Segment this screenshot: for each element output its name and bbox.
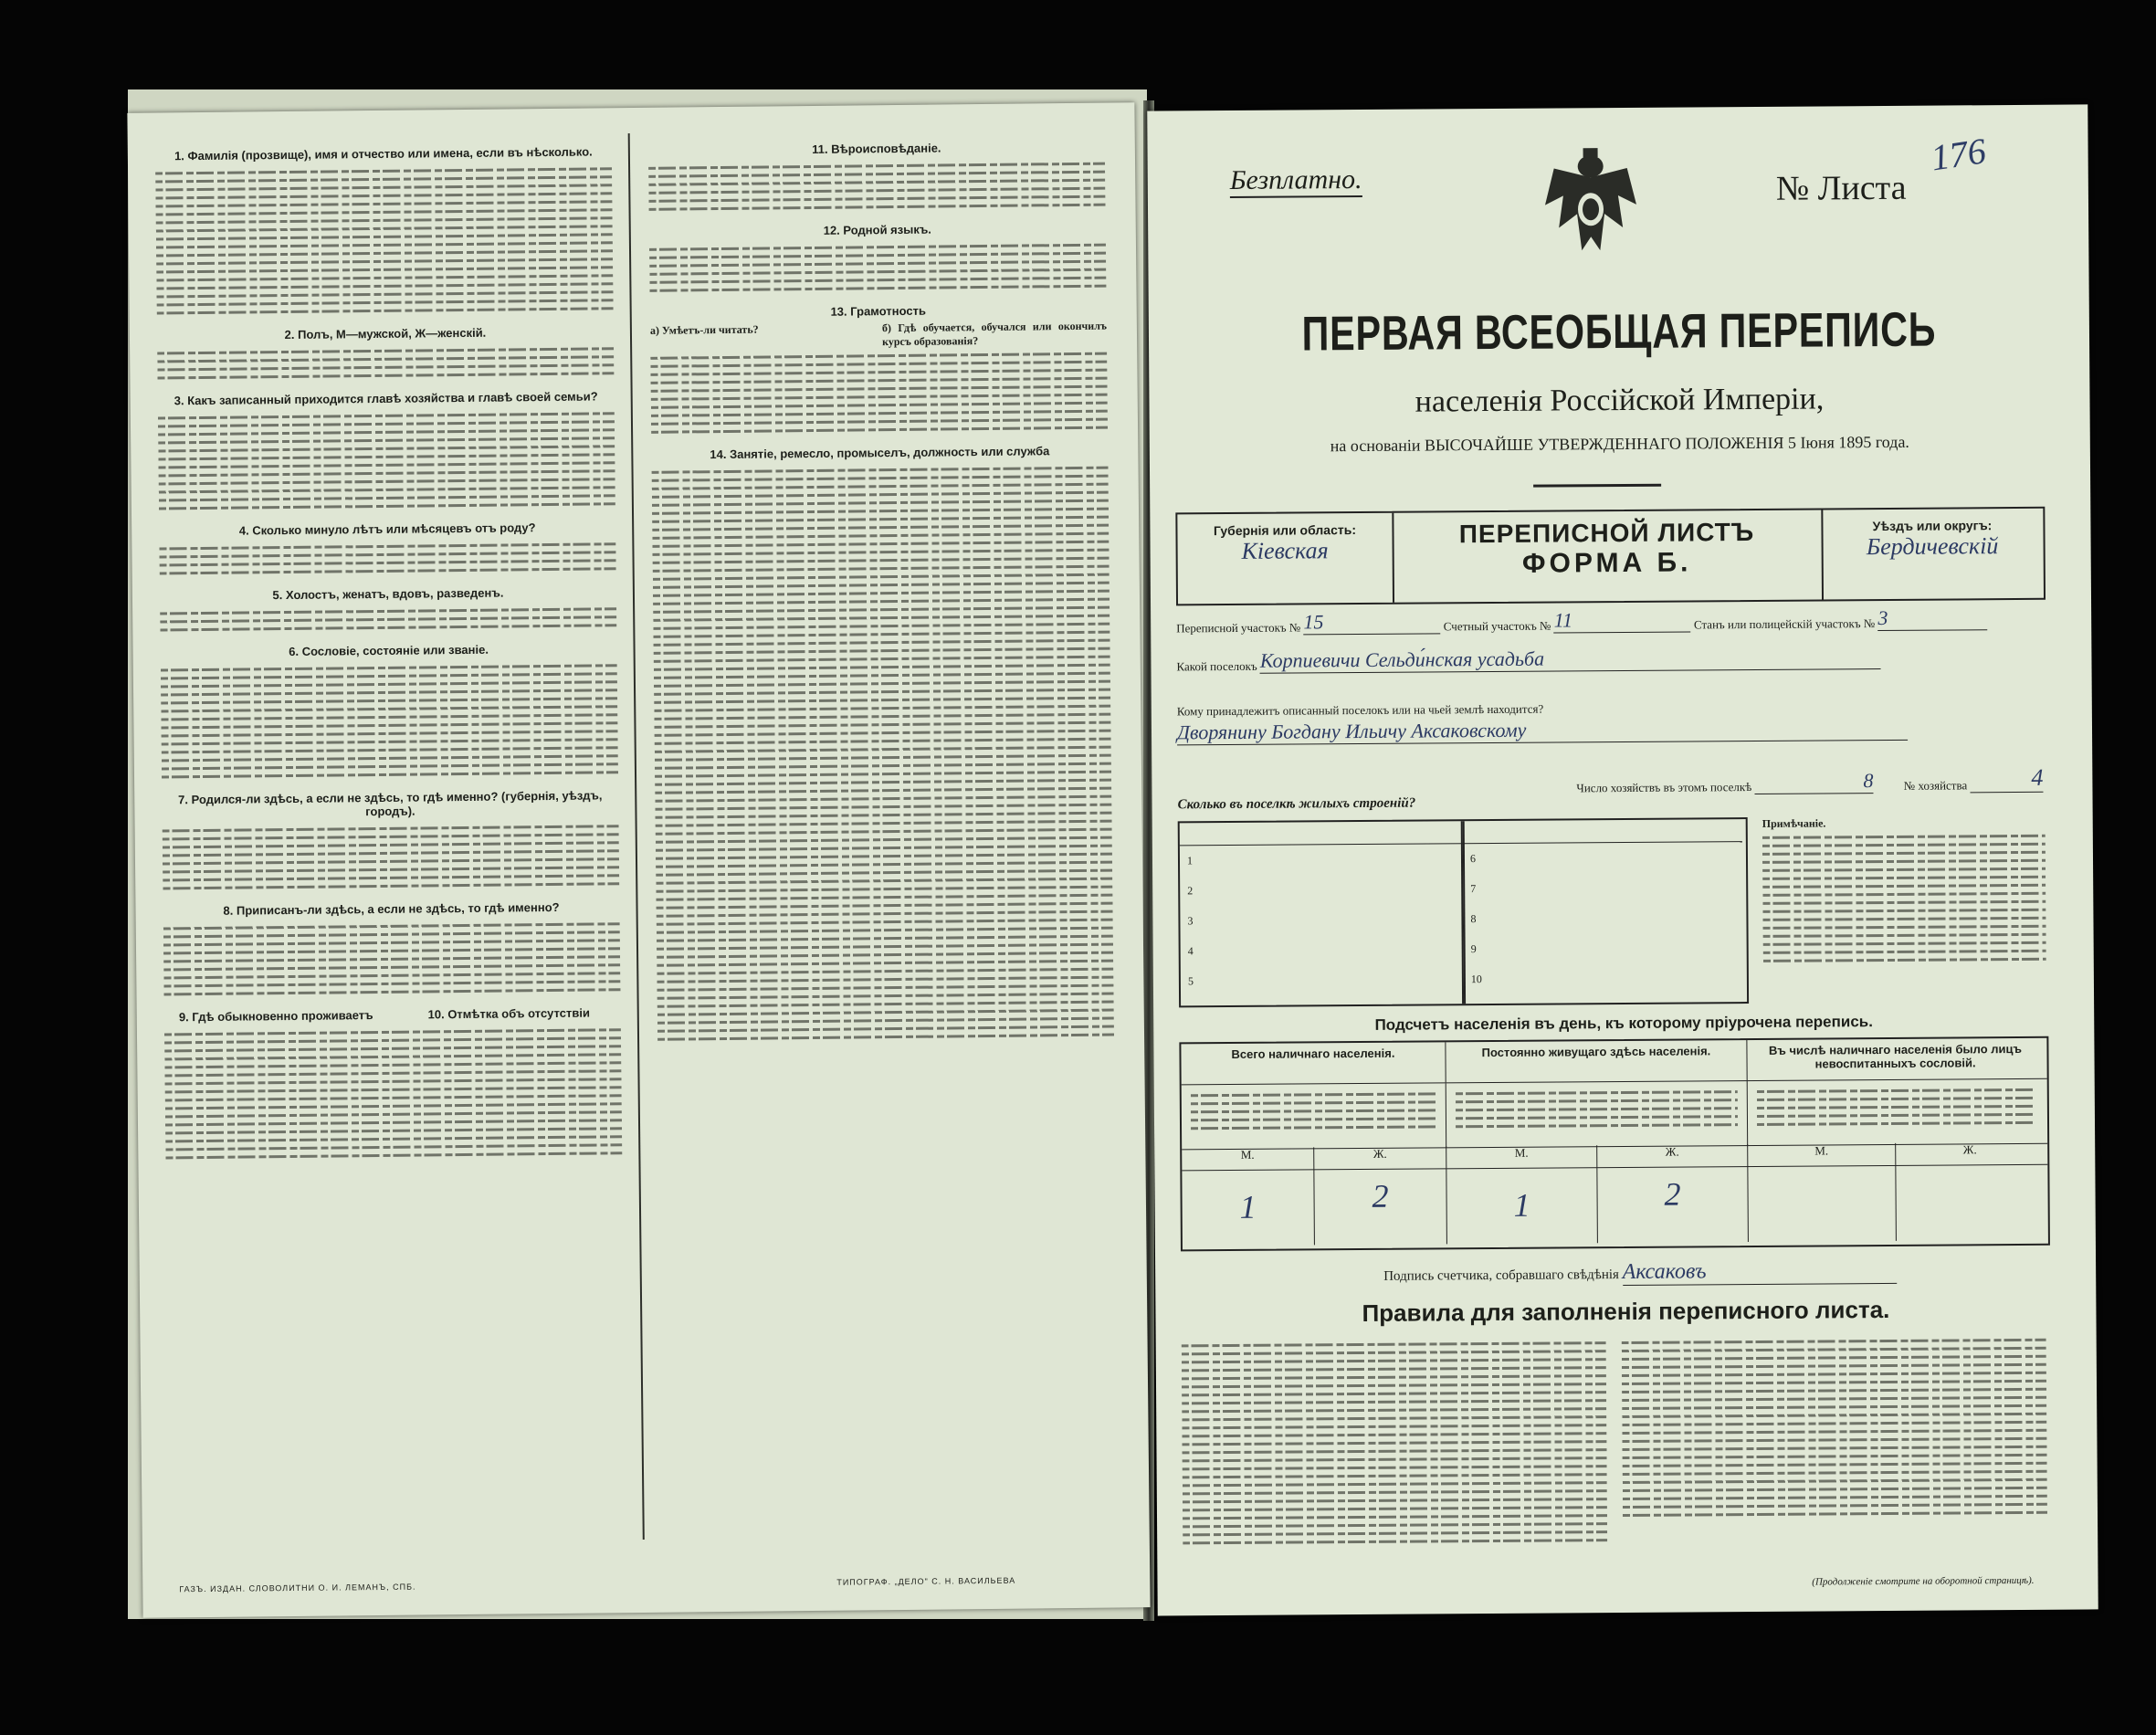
owner-value: Дворянину Богдану Ильичу Аксаковскому (1177, 716, 1908, 746)
count-subheader: Ж. (1314, 1146, 1446, 1169)
section-heading: 14. Занятіе, ремесло, промыселъ, должность или служба (710, 444, 1050, 462)
form-header-box (1175, 507, 2046, 606)
divider (1533, 484, 1661, 488)
body-text-block (164, 1023, 623, 1164)
section-heading: 3. Какъ записанный приходится главѣ хозяйства и главѣ своей семьи? (174, 389, 598, 408)
count-value (1896, 1164, 2045, 1241)
population-count-table (1179, 1036, 2050, 1252)
section-heading: 13. Грамотность (830, 303, 926, 319)
double-headed-eagle-icon (1536, 141, 1646, 269)
count-value: 1 (1446, 1167, 1598, 1244)
gubernia-cell (1177, 513, 1394, 605)
free-label: Безплатно. (1230, 164, 1362, 198)
body-text-block (648, 157, 1106, 216)
gubernia-value: Кіевская (1241, 537, 1329, 564)
left-page (127, 102, 1150, 1617)
section-heading: 8. Приписанъ-ли здѣсь, а если не здѣсь, то гдѣ именно? (223, 899, 560, 918)
section-heading: 9. Гдѣ обыкновенно проживаетъ (178, 1008, 373, 1025)
signature-value: Аксаковъ (1623, 1258, 1897, 1286)
sheet-number-value: 176 (1928, 130, 1989, 179)
households-row (1177, 764, 2043, 799)
owner-label: Кому принадлежитъ описанный поселокъ или на чьей землѣ находится? (1176, 701, 1544, 719)
subtitle: населенія Россійской Имперіи, (1415, 382, 1825, 419)
enumerator-signature-row (1383, 1258, 1897, 1288)
dwelling-row-number: 7 (1470, 882, 1477, 896)
uezd-cell (1821, 509, 2044, 600)
uezd-value: Бердичевскій (1866, 532, 1999, 561)
count-header: Въ числѣ наличнаго населенія было лицъ невоспитанныхъ сословій. (1768, 1041, 2023, 1071)
body-text-block (163, 819, 620, 895)
settlement-row (1176, 644, 2042, 675)
section-heading: 12. Родной языкъ. (823, 222, 931, 237)
body-text-block (155, 162, 614, 320)
count-value (1748, 1165, 1897, 1242)
stan-label: Станъ или полицейскій участокъ № (1693, 616, 1876, 632)
dwelling-row-number: 6 (1469, 852, 1477, 866)
count-value: 2 (1597, 1166, 1749, 1243)
settlement-label: Какой поселокъ (1176, 658, 1257, 674)
population-count-title: Подсчетъ населенія въ день, къ которому пріурочена перепись. (1374, 1013, 1874, 1034)
continuation-note: (Продолженіе смотрите на оборотной страницѣ). (1812, 1574, 2035, 1588)
dwellings-table (1178, 817, 1749, 1007)
note-title: Примѣчаніе. (1762, 816, 1826, 830)
section-heading: 5. Холостъ, женатъ, вдовъ, разведенъ. (272, 585, 504, 603)
count-subheader: М. (1182, 1147, 1314, 1170)
body-text-block (161, 658, 618, 783)
dwelling-row-number: 2 (1187, 884, 1194, 898)
owner-row (1177, 699, 2043, 746)
section-heading: 1. Фамилія (прозвище), имя и отчество или имена, если въ нѣсколько. (174, 144, 593, 163)
body-text-block (157, 342, 614, 384)
instructions-column-2 (648, 131, 1114, 1046)
page-title: ПЕРВАЯ ВСЕОБЩАЯ ПЕРЕПИСЬ (1301, 302, 1937, 362)
counting-label: Счетный участокъ № (1443, 618, 1551, 634)
column-divider (628, 133, 645, 1540)
signature-label: Подпись счетчика, собравшаго свѣдѣнія (1383, 1267, 1619, 1284)
subtitle-decree: на основаніи ВЫСОЧАЙШЕ УТВЕРЖДЕННАГО ПОЛОЖЕНІЯ 5 Іюня 1895 года. (1330, 432, 1909, 456)
district-value: 15 (1303, 609, 1440, 635)
gubernia-label: Губернія или область: (1213, 522, 1357, 539)
rules-column-1 (1182, 1336, 1608, 1550)
dwellings-title: Сколько въ поселкѣ жилыхъ строеній? (1177, 795, 1416, 813)
district-label: Переписной участокъ № (1176, 620, 1301, 636)
count-subheader: М. (1446, 1145, 1597, 1168)
count-value: 1 (1182, 1169, 1315, 1246)
body-text-block (160, 602, 616, 636)
dwelling-row-number: 1 (1186, 854, 1194, 868)
household-number-value: 4 (1970, 764, 2043, 794)
body-text-block (163, 917, 621, 1001)
body-text-block (159, 537, 615, 580)
households-label: Число хозяйствъ въ этомъ поселкѣ (1576, 780, 1752, 795)
literacy-sub-b: б) Гдѣ обучается, обучался или окончилъ курсъ образованія? (881, 319, 1107, 349)
count-subheader: Ж. (1962, 1142, 1977, 1157)
dwelling-row-number: 5 (1187, 974, 1194, 988)
form-type: ФОРМА Б. (1521, 547, 1692, 579)
section-heading: 10. Отмѣтка объ отсутствіи (427, 1005, 590, 1022)
count-subheader: Ж. (1597, 1144, 1748, 1167)
printer-footer: ТИПОГРАФ. „ДЕЛО" С. Н. ВАСИЛЬЕВА (836, 1575, 1016, 1587)
right-page (1147, 104, 2098, 1615)
dwelling-row-number: 9 (1470, 942, 1477, 956)
count-header: Всего наличнаго населенія. (1181, 1042, 1446, 1084)
instructions-column-1 (155, 135, 623, 1164)
literacy-sub-a: а) Умѣетъ-ли читать? (649, 322, 759, 337)
body-text-block (649, 238, 1107, 298)
body-text-block (651, 461, 1114, 1046)
section-heading: 2. Полъ, М—мужской, Ж—женскій. (284, 325, 487, 342)
stan-value: 3 (1877, 605, 1987, 631)
section-heading: 6. Сословіе, состояніе или званіе. (289, 642, 489, 659)
section-heading: 7. Родился-ли здѣсь, а если не здѣсь, то гдѣ именно? (губернія, уѣздъ, городъ). (178, 788, 603, 819)
note-text (1762, 829, 2046, 968)
rules-column-2 (1622, 1333, 2047, 1522)
form-title-cell (1392, 510, 1824, 602)
count-explanation-row (1182, 1078, 2047, 1151)
section-heading: 4. Сколько минуло лѣтъ или мѣсяцевъ отъ роду? (238, 520, 536, 538)
dwelling-row-number: 4 (1187, 944, 1194, 958)
counting-value: 11 (1554, 607, 1691, 633)
body-text-block (158, 406, 615, 515)
count-subheader: М. (1748, 1143, 1896, 1166)
printer-footer: ГАЗЪ. ИЗДАН. СЛОВОЛИТНИ О. И. ЛЕМАНЪ, СПБ. (179, 1582, 416, 1594)
count-header: Постоянно живущаго здѣсь населенія. (1446, 1040, 1747, 1082)
dwellings-note (1762, 815, 2046, 968)
uezd-label: Уѣздъ или округъ: (1872, 518, 1993, 534)
count-value: 2 (1314, 1168, 1447, 1245)
settlement-value: Корпиевичи Сельди́нская усадьба (1260, 645, 1881, 674)
dwelling-row-number: 3 (1187, 914, 1194, 928)
count-values-row (1182, 1164, 2048, 1246)
sheet-number-label: № Листа (1775, 168, 1907, 208)
form-title: ПЕРЕПИСНОЙ ЛИСТЪ (1458, 517, 1755, 549)
rules-title: Правила для заполненія переписного листа. (1362, 1295, 1890, 1328)
dwelling-row-number: 10 (1470, 973, 1482, 986)
district-row (1176, 605, 2042, 636)
body-text-block (650, 347, 1108, 439)
section-heading: 11. Вѣроисповѣданіе. (812, 141, 941, 156)
dwelling-row-number: 8 (1470, 912, 1477, 926)
households-value: 8 (1754, 769, 1873, 794)
household-number-label: № хозяйства (1903, 778, 1968, 793)
